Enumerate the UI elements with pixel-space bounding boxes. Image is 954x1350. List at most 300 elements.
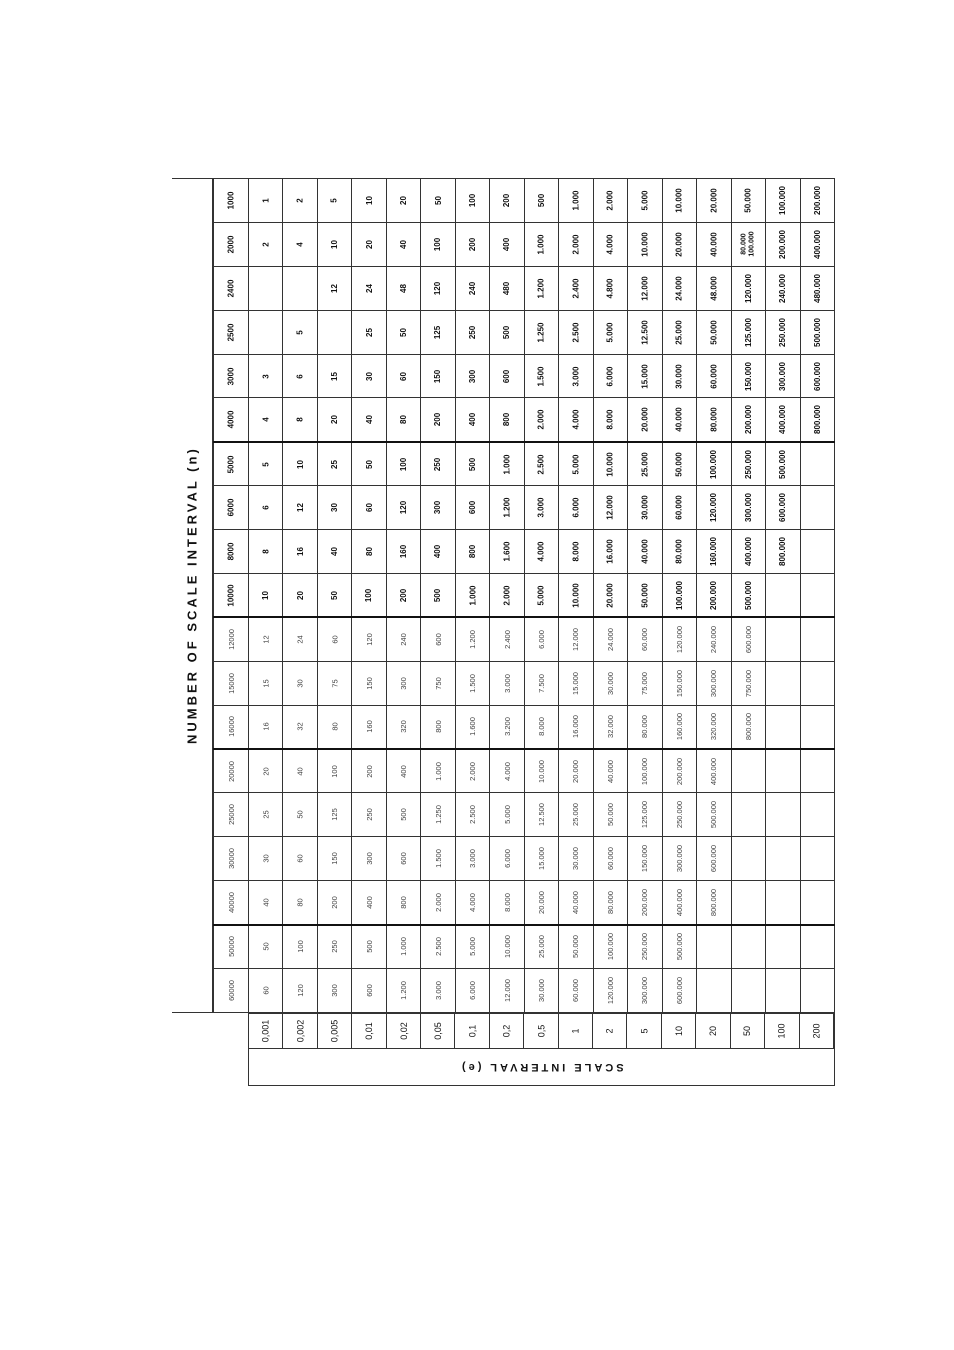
value-cell: 500.000: [731, 574, 765, 618]
value-cell: 10.000: [662, 179, 696, 223]
value-cell: 400: [352, 881, 386, 925]
value-cell: 400.000: [662, 881, 696, 925]
value-cell: 1.600: [455, 705, 489, 749]
value-cell: [317, 310, 351, 354]
value-cell: 7.500: [524, 661, 558, 705]
value-cell: 250: [317, 925, 351, 969]
value-cell: 20.000: [697, 179, 731, 223]
value-cell: 50.000: [593, 793, 627, 837]
value-cell: 800.000: [697, 881, 731, 925]
n-header-cell: 3000: [214, 354, 249, 398]
value-cell: [800, 925, 835, 969]
e-label-cell: 0,1: [455, 1014, 489, 1048]
value-cell: 200.000: [697, 574, 731, 618]
value-cell: 120.000: [731, 266, 765, 310]
value-cell: 200: [421, 398, 455, 442]
e-label-cell: 0,2: [490, 1014, 524, 1048]
value-cell: 2.000: [524, 398, 558, 442]
value-cell: 40: [249, 881, 283, 925]
value-cell: [731, 881, 765, 925]
value-cell: 600: [490, 354, 524, 398]
value-cell: 125: [421, 310, 455, 354]
value-cell: 48.000: [697, 266, 731, 310]
value-cell: 8.000: [524, 705, 558, 749]
value-cell: 60.000: [628, 617, 662, 661]
value-cell: [249, 310, 283, 354]
value-cell: 120.000: [662, 617, 696, 661]
value-cell: 800: [421, 705, 455, 749]
e-axis-title: SCALE INTERVAL (e): [459, 1061, 624, 1073]
value-cell: 750.000: [731, 661, 765, 705]
value-cell: 1.200: [455, 617, 489, 661]
value-cell: 1.000: [455, 574, 489, 618]
value-cell: [800, 705, 835, 749]
value-cell: 15.000: [524, 837, 558, 881]
value-cell: 4.000: [524, 530, 558, 574]
value-cell: 240: [386, 617, 420, 661]
value-cell: 125.000: [628, 793, 662, 837]
value-cell: 300.000: [628, 969, 662, 1013]
value-cell: 20.000: [662, 222, 696, 266]
n-row: [214, 398, 835, 442]
value-cell: 75: [317, 661, 351, 705]
value-cell: 300: [455, 354, 489, 398]
value-cell: 500: [352, 925, 386, 969]
n-header-cell: 4000: [214, 398, 249, 442]
value-cell: 6.000: [455, 969, 489, 1013]
value-cell: 2.000: [421, 881, 455, 925]
value-cell: [800, 617, 835, 661]
e-label-cell: 5: [627, 1014, 661, 1048]
value-cell: 20.000: [524, 881, 558, 925]
n-header-cell: 12000: [214, 617, 249, 661]
value-cell: 1.000: [421, 749, 455, 793]
value-cell: 80: [386, 398, 420, 442]
value-cell: [800, 486, 835, 530]
value-cell: 500: [455, 442, 489, 486]
value-cell: 1.250: [524, 310, 558, 354]
value-cell: [731, 925, 765, 969]
n-row: [214, 222, 835, 266]
value-cell: 300.000: [697, 661, 731, 705]
value-cell: 40: [317, 530, 351, 574]
value-cell: 30.000: [559, 837, 593, 881]
value-cell: 160: [386, 530, 420, 574]
value-cell: [800, 881, 835, 925]
value-cell: 5.000: [490, 793, 524, 837]
value-cell: 200.000: [662, 749, 696, 793]
value-cell: 8: [249, 530, 283, 574]
value-cell: 400: [421, 530, 455, 574]
value-cell: 240.000: [697, 617, 731, 661]
value-cell: 30.000: [628, 486, 662, 530]
value-cell: 600.000: [800, 354, 835, 398]
value-cell: 5.000: [524, 574, 558, 618]
value-cell: 500.000: [766, 442, 800, 486]
value-cell: 200.000: [766, 222, 800, 266]
value-cell: 1.500: [421, 837, 455, 881]
value-cell: [731, 793, 765, 837]
value-cell: 12: [283, 486, 317, 530]
value-cell: 100.000: [593, 925, 627, 969]
value-cell: 500: [421, 574, 455, 618]
value-cell: 200: [455, 222, 489, 266]
value-cell: 250.000: [731, 442, 765, 486]
value-cell: 50: [249, 925, 283, 969]
value-cell: 2.500: [421, 925, 455, 969]
value-cell: 15.000: [559, 661, 593, 705]
n-row: [214, 354, 835, 398]
value-cell: 1.000: [524, 222, 558, 266]
value-cell: 100: [455, 179, 489, 223]
value-cell: 2: [283, 179, 317, 223]
value-cell: 30.000: [662, 354, 696, 398]
value-cell: 200.000: [628, 881, 662, 925]
e-label-cell: 2: [593, 1014, 627, 1048]
n-header-cell: 5000: [214, 442, 249, 486]
value-cell: 150.000: [731, 354, 765, 398]
value-cell: 3: [249, 354, 283, 398]
value-cell: 120: [421, 266, 455, 310]
value-cell: 120.000: [697, 486, 731, 530]
value-cell: [800, 837, 835, 881]
value-cell: 15: [249, 661, 283, 705]
value-cell: 50.000: [628, 574, 662, 618]
value-cell: 4: [283, 222, 317, 266]
value-cell: 48: [386, 266, 420, 310]
value-cell: 500.000: [697, 793, 731, 837]
value-cell: 600.000: [731, 617, 765, 661]
value-cell: [731, 749, 765, 793]
value-cell: 50: [421, 179, 455, 223]
value-cell: 1: [249, 179, 283, 223]
n-header-cell: 10000: [214, 574, 249, 618]
e-label-cell: 0,005: [318, 1014, 352, 1048]
value-cell: 250.000: [662, 793, 696, 837]
value-cell: [766, 969, 800, 1013]
value-cell: 5.000: [455, 925, 489, 969]
value-cell: 400.000: [766, 398, 800, 442]
value-cell: 15: [317, 354, 351, 398]
value-cell: 10.000: [524, 749, 558, 793]
value-cell: 800: [386, 881, 420, 925]
value-cell: 300: [317, 969, 351, 1013]
value-cell: 80.000: [697, 398, 731, 442]
value-cell: [766, 749, 800, 793]
value-cell: [283, 266, 317, 310]
value-cell: 400.000: [800, 222, 835, 266]
value-cell: 25: [249, 793, 283, 837]
n-row: [214, 881, 835, 925]
value-cell: 100.000: [662, 574, 696, 618]
value-cell: [766, 837, 800, 881]
value-cell: 120: [386, 486, 420, 530]
value-cell: 30: [283, 661, 317, 705]
value-cell: 20.000: [559, 749, 593, 793]
value-cell: 10.000: [628, 222, 662, 266]
value-cell: 8: [283, 398, 317, 442]
value-cell: [249, 266, 283, 310]
value-cell: [766, 574, 800, 618]
value-cell: 10.000: [559, 574, 593, 618]
value-cell: 100: [421, 222, 455, 266]
value-cell: 75.000: [628, 661, 662, 705]
value-cell: [766, 925, 800, 969]
value-cell: 16.000: [593, 530, 627, 574]
values-grid: [213, 178, 835, 1013]
value-cell: 3.200: [490, 705, 524, 749]
value-cell: [800, 661, 835, 705]
value-cell: 100: [317, 749, 351, 793]
value-cell: 16: [283, 530, 317, 574]
value-cell: 240.000: [766, 266, 800, 310]
value-cell: 50.000: [697, 310, 731, 354]
value-cell: 2.400: [490, 617, 524, 661]
value-cell: 400.000: [731, 530, 765, 574]
value-cell: 1.250: [421, 793, 455, 837]
value-cell: 50: [283, 793, 317, 837]
value-cell: 2.000: [490, 574, 524, 618]
value-cell: 6.000: [593, 354, 627, 398]
value-cell: 80.000 100.000: [731, 222, 765, 266]
value-cell: 8.000: [490, 881, 524, 925]
value-cell: 1.000: [490, 442, 524, 486]
value-cell: 200.000: [800, 179, 835, 223]
value-cell: 60: [283, 837, 317, 881]
value-cell: 20: [352, 222, 386, 266]
value-cell: 750: [421, 661, 455, 705]
value-cell: 60: [249, 969, 283, 1013]
n-row: [214, 574, 835, 618]
value-cell: [800, 530, 835, 574]
value-cell: 10: [352, 179, 386, 223]
value-cell: [766, 793, 800, 837]
value-cell: 3.000: [455, 837, 489, 881]
value-cell: 240: [455, 266, 489, 310]
value-cell: 1.500: [524, 354, 558, 398]
value-cell: 2.000: [455, 749, 489, 793]
value-cell: 6.000: [524, 617, 558, 661]
value-cell: 100: [352, 574, 386, 618]
n-row: [214, 969, 835, 1013]
e-label-cell: 1: [559, 1014, 593, 1048]
value-cell: 1.200: [386, 969, 420, 1013]
value-cell: 30: [249, 837, 283, 881]
value-cell: 6.000: [559, 486, 593, 530]
value-cell: 10: [317, 222, 351, 266]
value-cell: 5: [249, 442, 283, 486]
value-cell: 250.000: [766, 310, 800, 354]
n-header-cell: 2000: [214, 222, 249, 266]
value-cell: 32: [283, 705, 317, 749]
value-cell: 2.000: [593, 179, 627, 223]
e-label-cell: 20: [696, 1014, 730, 1048]
value-cell: 500.000: [662, 925, 696, 969]
value-cell: 500: [490, 310, 524, 354]
value-cell: 100: [386, 442, 420, 486]
value-cell: 150: [317, 837, 351, 881]
value-cell: 2.500: [559, 310, 593, 354]
value-cell: 3.000: [559, 354, 593, 398]
value-cell: 6: [283, 354, 317, 398]
value-cell: 50: [352, 442, 386, 486]
value-cell: 200: [317, 881, 351, 925]
value-cell: 400: [455, 398, 489, 442]
n-header-cell: 2400: [214, 266, 249, 310]
value-cell: 40.000: [593, 749, 627, 793]
value-cell: 400.000: [697, 749, 731, 793]
value-cell: 300: [352, 837, 386, 881]
value-cell: 12: [317, 266, 351, 310]
value-cell: 4.000: [455, 881, 489, 925]
value-cell: 12.500: [628, 310, 662, 354]
e-label-cell: 0,002: [283, 1014, 317, 1048]
value-cell: 320.000: [697, 705, 731, 749]
value-cell: 800.000: [731, 705, 765, 749]
value-cell: 320: [386, 705, 420, 749]
value-cell: 600: [386, 837, 420, 881]
value-cell: 60.000: [697, 354, 731, 398]
e-label-cell: 10: [662, 1014, 696, 1048]
value-cell: 800.000: [800, 398, 835, 442]
e-label-cell: 0,02: [387, 1014, 421, 1048]
value-cell: 60: [352, 486, 386, 530]
value-cell: 300.000: [731, 486, 765, 530]
value-cell: [731, 969, 765, 1013]
value-cell: 20.000: [593, 574, 627, 618]
value-cell: 250: [352, 793, 386, 837]
value-cell: 50.000: [559, 925, 593, 969]
value-cell: 50.000: [731, 179, 765, 223]
value-cell: 4.000: [559, 398, 593, 442]
e-label-cell: 0,01: [352, 1014, 386, 1048]
value-cell: 150.000: [628, 837, 662, 881]
value-cell: 30: [352, 354, 386, 398]
value-cell: 10.000: [490, 925, 524, 969]
value-cell: 100: [283, 925, 317, 969]
value-cell: [800, 442, 835, 486]
e-label-cell: 50: [731, 1014, 765, 1048]
value-cell: 10: [249, 574, 283, 618]
value-cell: 2.400: [559, 266, 593, 310]
value-cell: 60.000: [662, 486, 696, 530]
value-cell: 480.000: [800, 266, 835, 310]
value-cell: 20.000: [628, 398, 662, 442]
value-cell: 400: [490, 222, 524, 266]
value-cell: 50.000: [662, 442, 696, 486]
value-cell: 100.000: [766, 179, 800, 223]
value-cell: 160.000: [697, 530, 731, 574]
value-cell: 5.000: [593, 310, 627, 354]
value-cell: 60.000: [559, 969, 593, 1013]
value-cell: 16: [249, 705, 283, 749]
value-cell: 60.000: [593, 837, 627, 881]
value-cell: 600.000: [662, 969, 696, 1013]
value-cell: 125.000: [731, 310, 765, 354]
n-row: [214, 793, 835, 837]
value-cell: 150: [352, 661, 386, 705]
value-cell: 5: [283, 310, 317, 354]
value-cell: 4.000: [593, 222, 627, 266]
value-cell: 25: [352, 310, 386, 354]
value-cell: 60: [317, 617, 351, 661]
value-cell: [697, 969, 731, 1013]
value-cell: 6.000: [490, 837, 524, 881]
value-cell: 480: [490, 266, 524, 310]
n-axis-title: NUMBER OF SCALE INTERVAL (n): [172, 178, 213, 1013]
value-cell: 24.000: [662, 266, 696, 310]
value-cell: 1.000: [559, 179, 593, 223]
value-cell: 40: [283, 749, 317, 793]
value-cell: 2.500: [524, 442, 558, 486]
value-cell: [800, 749, 835, 793]
n-row: [214, 749, 835, 793]
n-row: [214, 837, 835, 881]
value-cell: [766, 705, 800, 749]
n-header-cell: 40000: [214, 881, 249, 925]
value-cell: 600: [455, 486, 489, 530]
value-cell: 400: [386, 749, 420, 793]
value-cell: 25.000: [559, 793, 593, 837]
value-cell: 10: [283, 442, 317, 486]
value-cell: 250: [421, 442, 455, 486]
value-cell: 25.000: [524, 925, 558, 969]
value-cell: 5.000: [559, 442, 593, 486]
value-cell: 20: [317, 398, 351, 442]
value-cell: 16.000: [559, 705, 593, 749]
e-label-cell: 0,5: [524, 1014, 558, 1048]
value-cell: 250.000: [628, 925, 662, 969]
value-cell: 40.000: [697, 222, 731, 266]
e-label-cell: 0,05: [421, 1014, 455, 1048]
value-cell: 4: [249, 398, 283, 442]
value-cell: 120.000: [593, 969, 627, 1013]
value-cell: 300: [421, 486, 455, 530]
scale-interval-table: [172, 178, 822, 1086]
value-cell: 250: [455, 310, 489, 354]
value-cell: 25: [317, 442, 351, 486]
value-cell: 1.500: [455, 661, 489, 705]
value-cell: 3.000: [490, 661, 524, 705]
value-cell: 100.000: [628, 749, 662, 793]
e-label-cell: 100: [765, 1014, 799, 1048]
n-row: [214, 266, 835, 310]
value-cell: 80: [352, 530, 386, 574]
value-cell: 40: [352, 398, 386, 442]
value-cell: 300.000: [766, 354, 800, 398]
n-row: [214, 617, 835, 661]
n-header-cell: 15000: [214, 661, 249, 705]
n-header-cell: 25000: [214, 793, 249, 837]
n-row: [214, 925, 835, 969]
value-cell: 120: [352, 617, 386, 661]
value-cell: 10.000: [593, 442, 627, 486]
value-cell: 200: [490, 179, 524, 223]
value-cell: 1.000: [386, 925, 420, 969]
value-cell: 600.000: [766, 486, 800, 530]
n-row: [214, 486, 835, 530]
value-cell: [800, 574, 835, 618]
value-cell: 4.000: [490, 749, 524, 793]
value-cell: 12.000: [593, 486, 627, 530]
n-row: [214, 661, 835, 705]
value-cell: 80.000: [628, 705, 662, 749]
value-cell: 160: [352, 705, 386, 749]
value-cell: 160.000: [662, 705, 696, 749]
n-header-cell: 6000: [214, 486, 249, 530]
value-cell: 30: [317, 486, 351, 530]
e-label-cell: 200: [800, 1014, 834, 1048]
